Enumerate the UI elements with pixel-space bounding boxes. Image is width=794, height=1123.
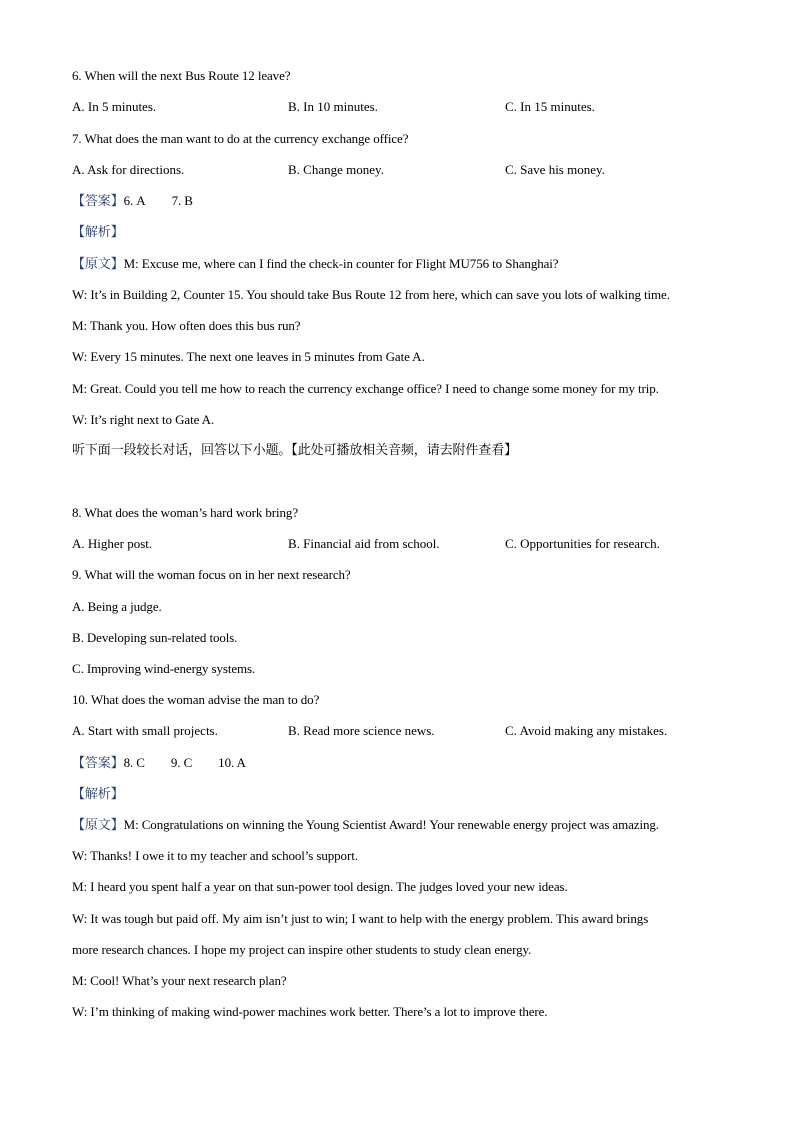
q8-option-b: B. Financial aid from school. bbox=[288, 536, 440, 551]
transcript-line: more research chances. I hope my project can inspire other students to study clean energy. bbox=[72, 942, 532, 957]
q10-option-c: C. Avoid making any mistakes. bbox=[505, 723, 668, 738]
question-8: 8. What does the woman’s hard work bring? bbox=[72, 505, 298, 520]
analysis-tag: 【解析】 bbox=[72, 225, 124, 240]
analysis-line-1 bbox=[72, 224, 124, 241]
answer-item: 10. A bbox=[218, 755, 246, 770]
transcript-tag: 【原文】 bbox=[72, 818, 124, 833]
answer-tag: 【答案】 bbox=[72, 756, 124, 771]
transcript-tag: 【原文】 bbox=[72, 257, 124, 272]
question-6: 6. When will the next Bus Route 12 leave? bbox=[72, 68, 291, 83]
answer-tag: 【答案】 bbox=[72, 194, 124, 209]
transcript-line: W: Thanks! I owe it to my teacher and school’s support. bbox=[72, 848, 358, 863]
question-7: 7. What does the man want to do at the currency exchange office? bbox=[72, 131, 409, 146]
transcript-line bbox=[72, 817, 659, 834]
answer-item: 6. A bbox=[123, 193, 146, 208]
q10-option-b: B. Read more science news. bbox=[288, 723, 435, 738]
transcript-line: W: Every 15 minutes. The next one leaves in 5 minutes from Gate A. bbox=[72, 349, 425, 364]
q7-option-a: A. Ask for directions. bbox=[72, 162, 185, 177]
transcript-line: M: I heard you spent half a year on that sun-power tool design. The judges loved your new ideas. bbox=[72, 879, 568, 894]
transcript-line: W: It was tough but paid off. My aim isn’t just to win; I want to help with the energy problem. This award brings bbox=[72, 911, 649, 926]
transcript-text: M: Congratulations on winning the Young Scientist Award! Your renewable energy project was amazing. bbox=[123, 817, 659, 832]
answer-item: 8. C bbox=[123, 755, 145, 770]
listening-instruction: 听下面一段较长对话，回答以下小题。【此处可播放相关音频，请去附件查看】 bbox=[72, 443, 518, 458]
q9-option-c: C. Improving wind-energy systems. bbox=[72, 661, 256, 676]
transcript-line: W: It’s right next to Gate A. bbox=[72, 412, 215, 427]
transcript-line bbox=[72, 256, 558, 273]
q8-option-a: A. Higher post. bbox=[72, 536, 153, 551]
transcript-line: M: Thank you. How often does this bus run? bbox=[72, 318, 301, 333]
q7-option-c: C. Save his money. bbox=[505, 162, 605, 177]
answer-item: 7. B bbox=[171, 193, 193, 208]
answer-line-2 bbox=[72, 755, 246, 772]
transcript-line: W: I’m thinking of making wind-power machines work better. There’s a lot to improve there. bbox=[72, 1004, 548, 1019]
question-9: 9. What will the woman focus on in her next research? bbox=[72, 567, 351, 582]
analysis-line-2 bbox=[72, 786, 124, 803]
q6-option-a: A. In 5 minutes. bbox=[72, 99, 157, 114]
question-10: 10. What does the woman advise the man to do? bbox=[72, 692, 320, 707]
q8-option-c: C. Opportunities for research. bbox=[505, 536, 660, 551]
transcript-text: M: Excuse me, where can I find the check-in counter for Flight MU756 to Shanghai? bbox=[123, 256, 559, 271]
analysis-tag: 【解析】 bbox=[72, 787, 124, 802]
q6-option-b: B. In 10 minutes. bbox=[288, 99, 378, 114]
transcript-line: M: Cool! What’s your next research plan? bbox=[72, 973, 287, 988]
q9-option-b: B. Developing sun-related tools. bbox=[72, 630, 238, 645]
q10-option-a: A. Start with small projects. bbox=[72, 723, 218, 738]
transcript-line: M: Great. Could you tell me how to reach the currency exchange office? I need to change some money for my trip. bbox=[72, 381, 659, 396]
q6-option-c: C. In 15 minutes. bbox=[505, 99, 595, 114]
q7-option-b: B. Change money. bbox=[288, 162, 384, 177]
transcript-line: W: It’s in Building 2, Counter 15. You should take Bus Route 12 from here, which can save you lots of walking time. bbox=[72, 287, 670, 302]
answer-item: 9. C bbox=[170, 755, 193, 770]
answer-line-1 bbox=[72, 193, 193, 210]
q9-option-a: A. Being a judge. bbox=[72, 599, 162, 614]
